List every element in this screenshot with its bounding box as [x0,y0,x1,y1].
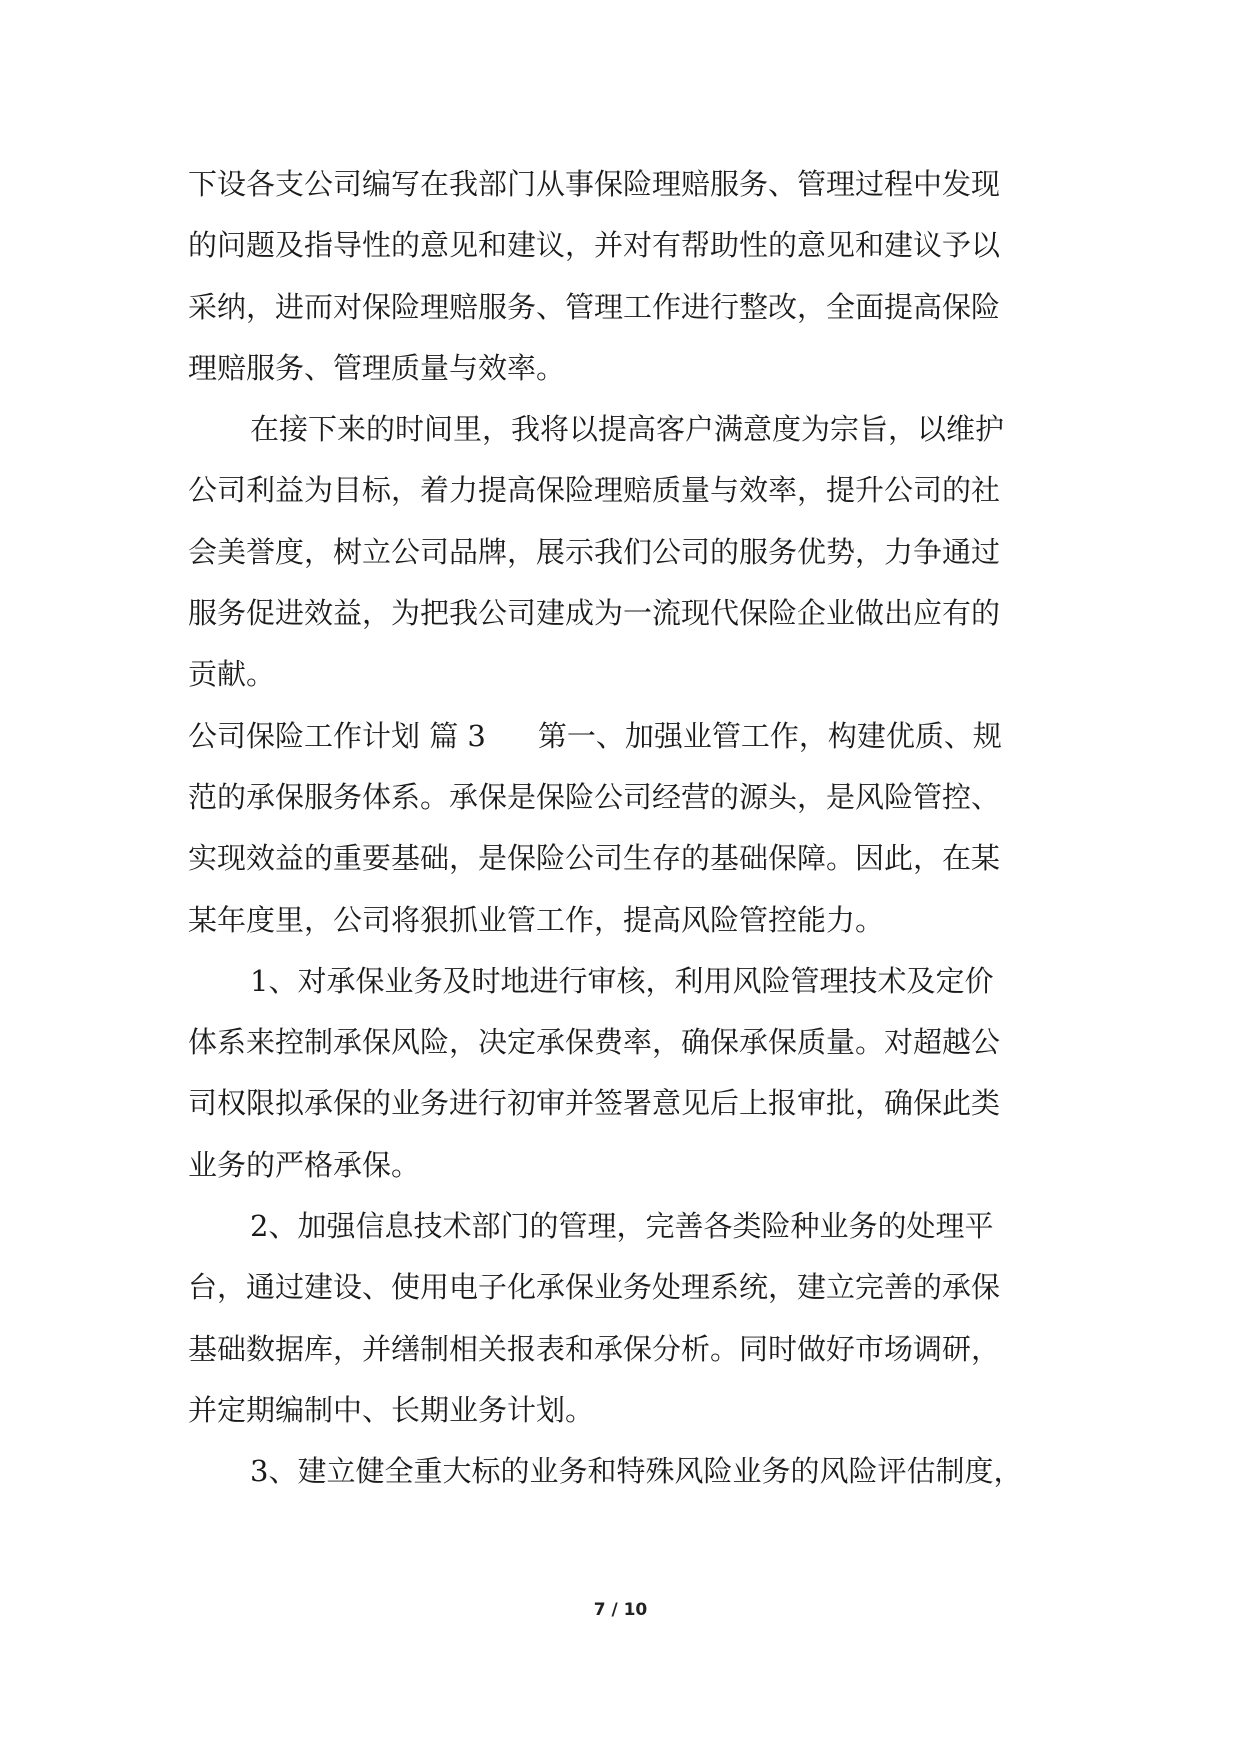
section-heading: 公司保险工作计划 篇 3 [188,718,486,753]
section-first-sentence: 第一、加强业管工作，构建优质、规 [537,718,1002,753]
text-line: 会美誉度，树立公司品牌，展示我们公司的服务优势，力争通过 [188,534,1001,569]
page-number: 7 / 10 [593,1600,648,1620]
text-line: 下设各支公司编写在我部门从事保险理赔服务、管理过程中发现 [188,167,1001,201]
text-line: 基础数据库，并缮制相关报表和承保分析。同时做好市场调研， [188,1331,1001,1366]
text-line: 实现效益的重要基础，是保险公司生存的基础保障。因此，在某 [188,841,1001,876]
text-line: 贡献。 [188,657,276,692]
section-heading-line [188,706,1060,767]
text-line: 业务的严格承保。 [188,1147,421,1182]
text-line: 并定期编制中、长期业务计划。 [188,1392,595,1427]
text-line: 范的承保服务体系。承保是保险公司经营的源头，是风险管控、 [188,779,1001,814]
text-line: 某年度里，公司将狠抓业管工作，提高风险管控能力。 [188,902,885,937]
list-item-2-first-line: 2、加强信息技术部门的管理，完善各类险种业务的处理平 [250,1209,994,1244]
text-line: 采纳，进而对保险理赔服务、管理工作进行整改，全面提高保险 [188,289,1001,324]
document-body [188,154,1060,1503]
text-line: 台，通过建设、使用电子化承保业务处理系统，建立完善的承保 [188,1270,1001,1305]
text-line: 的问题及指导性的意见和建议，并对有帮助性的意见和建议予以 [188,228,1001,263]
list-item-1-first-line: 1、对承保业务及时地进行审核，利用风险管理技术及定价 [250,963,994,998]
text-line: 公司利益为目标，着力提高保险理赔质量与效率，提升公司的社 [188,473,1001,508]
text-line: 体系来控制承保风险，决定承保费率，确保承保质量。对超越公 [188,1025,1001,1060]
text-line: 服务促进效益，为把我公司建成为一流现代保险企业做出应有的 [188,596,1001,631]
text-line: 理赔服务、管理质量与效率。 [188,350,566,385]
text-line: 司权限拟承保的业务进行初审并签署意见后上报审批，确保此类 [188,1086,1001,1121]
paragraph-first-line: 在接下来的时间里，我将以提高客户满意度为宗旨，以维护 [250,412,1005,447]
list-item-3-first-line: 3、建立健全重大标的业务和特殊风险业务的风险评估制度， [250,1454,1023,1489]
